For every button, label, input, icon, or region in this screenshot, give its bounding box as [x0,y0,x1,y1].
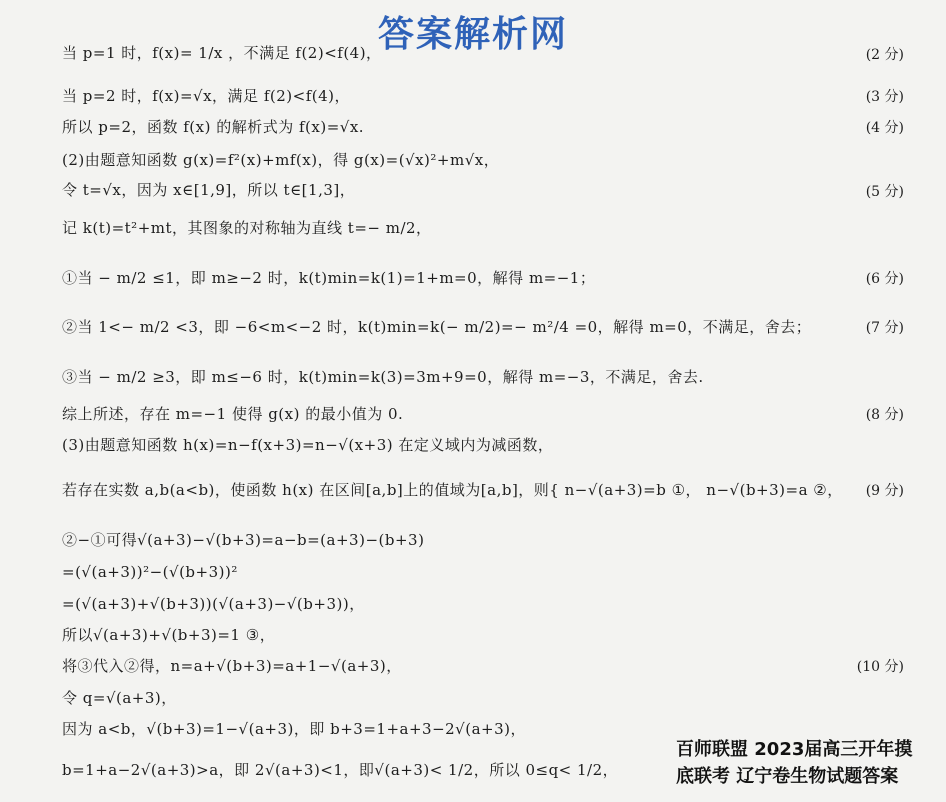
solution-line-19: 因为 a<b，√(b+3)=1−√(a+3)，即 b+3=1+a+3−2√(a+3)， [62,720,527,738]
solution-line-18: 令 q=√(a+3)， [62,689,177,707]
score-17: (10 分) [856,659,904,675]
solution-line-15: =(√(a+3)+√(b+3))(√(a+3)−√(b+3))， [62,595,365,613]
solution-line-7: ①当 − m/2 ≤1，即 m≥−2 时，k(t)min=k(1)=1+m=0，解得 m=−1； [62,269,596,287]
solution-line-3: 所以 p=2，函数 f(x) 的解析式为 f(x)=√x. [62,118,365,136]
solution-line-10: 综上所述，存在 m=−1 使得 g(x) 的最小值为 0. [62,405,404,423]
solution-line-17: 将③代入②得，n=a+√(b+3)=a+1−√(a+3)， [62,657,402,675]
solution-line-5: 令 t=√x，因为 x∈[1,9]，所以 t∈[1,3]， [62,181,356,199]
score-5: (5 分) [865,184,904,200]
watermark-title: 答案解析网 [378,14,569,55]
score-12: (9 分) [865,483,904,499]
score-3: (4 分) [865,120,904,136]
watermark-bottom-right-1: 百师联盟 2023届高三开年摸 [676,739,913,760]
solution-line-14: =(√(a+3))²−(√(b+3))² [62,563,238,581]
solution-line-8: ②当 1<− m/2 <3，即 −6<m<−2 时，k(t)min=k(− m/2)=− m²/4 =0，解得 m=0，不满足，舍去； [62,318,812,336]
score-10: (8 分) [865,407,904,423]
watermark-bottom-right-2: 底联考 辽宁卷生物试题答案 [676,766,899,787]
score-2: (3 分) [865,89,904,105]
score-8: (7 分) [865,320,904,336]
solution-line-16: 所以√(a+3)+√(b+3)=1 ③， [62,626,276,644]
solution-line-13: ②−①可得√(a+3)−√(b+3)=a−b=(a+3)−(b+3) [62,531,425,549]
solution-line-6: 记 k(t)=t²+mt，其图象的对称轴为直线 t=− m/2， [62,219,432,237]
solution-line-9: ③当 − m/2 ≥3，即 m≤−6 时，k(t)min=k(3)=3m+9=0，解得 m=−3，不满足，舍去. [62,368,704,386]
solution-line-2: 当 p=2 时，f(x)=√x，满足 f(2)<f(4)， [62,87,350,105]
solution-line-1: 当 p=1 时，f(x)= 1/x ，不满足 f(2)<f(4)， [62,44,382,62]
score-7: (6 分) [865,271,904,287]
solution-line-12: 若存在实数 a,b(a<b)，使函数 h(x) 在区间[a,b]上的值域为[a,b]，则{ n−√(a+3)=b ①， n−√(b+3)=a ②， [62,481,843,499]
score-1: (2 分) [865,47,904,63]
solution-line-20: b=1+a−2√(a+3)>a，即 2√(a+3)<1，即√(a+3)< 1/2，所以 0≤q< 1/2， [62,761,619,779]
solution-line-11: (3)由题意知函数 h(x)=n−f(x+3)=n−√(x+3) 在定义域内为减函数， [62,436,554,454]
solution-line-4: (2)由题意知函数 g(x)=f²(x)+mf(x)，得 g(x)=(√x)²+m√x， [62,151,500,169]
